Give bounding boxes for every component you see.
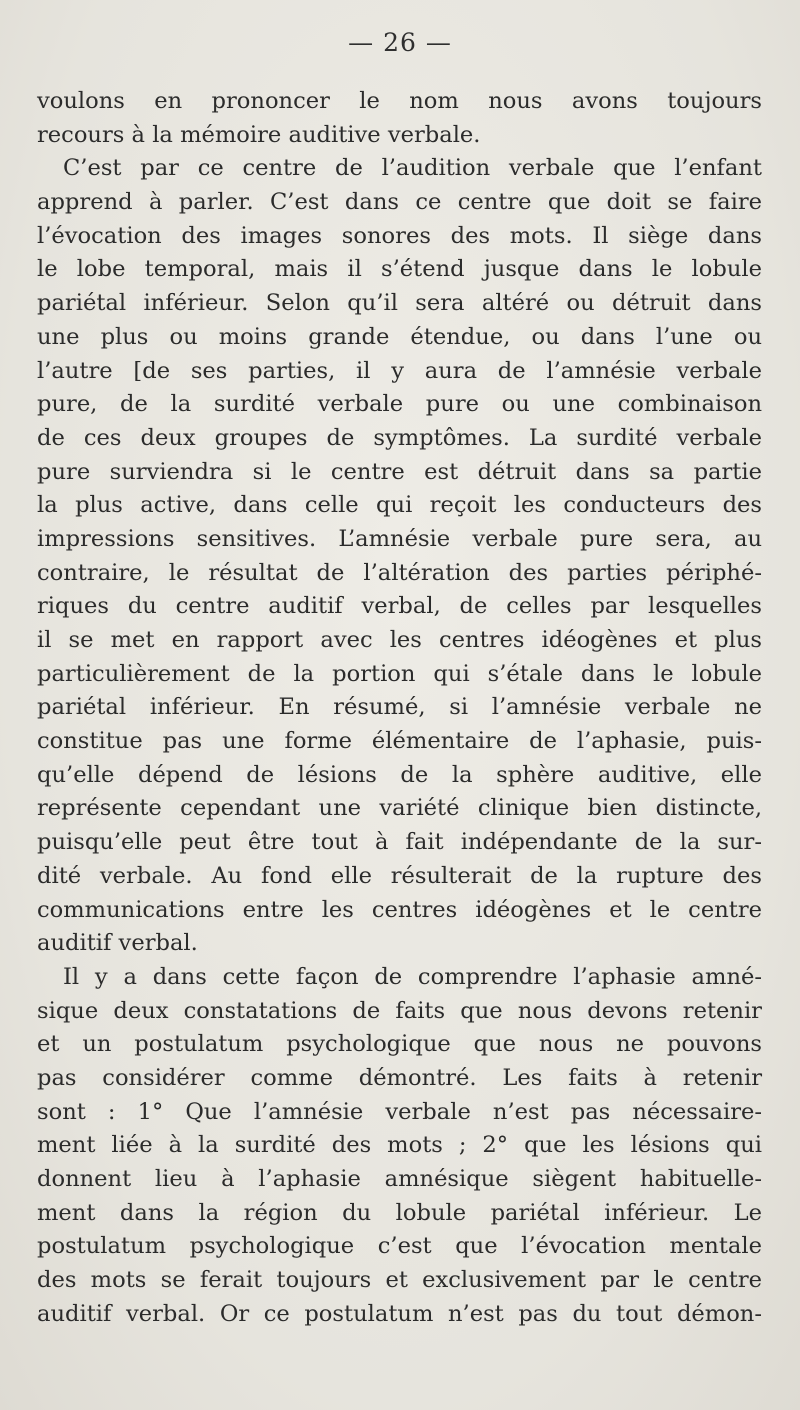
text-line: ment liée à la surdité des mots ; 2° que les lésions qui xyxy=(37,1132,762,1159)
text-line: impressions sensitives. L’amnésie verbale pure sera, au xyxy=(37,525,762,552)
page-number: — 26 — xyxy=(348,28,452,57)
text-line: auditif verbal. xyxy=(37,930,198,957)
text-line: la plus active, dans celle qui reçoit les conducteurs des xyxy=(37,492,762,519)
text-line: particulièrement de la portion qui s’étale dans le lobule xyxy=(37,660,762,687)
text-line: pure, de la surdité verbale pure ou une combinaison xyxy=(37,391,762,418)
text-line: des mots se ferait toujours et exclusivement par le centre xyxy=(37,1267,762,1294)
text-line: il se met en rapport avec les centres idéogènes et plus xyxy=(37,627,762,653)
text-line: une plus ou moins grande étendue, ou dans l’une ou xyxy=(37,323,762,350)
text-line: contraire, le résultat de l’altération des parties périphé- xyxy=(37,559,762,586)
text-line: et un postulatum psychologique que nous ne pouvons xyxy=(37,1031,762,1058)
text-line: donnent lieu à l’aphasie amnésique siègent habituelle- xyxy=(37,1166,762,1192)
text-line: constitue pas une forme élémentaire de l’aphasie, puis- xyxy=(37,728,762,755)
text-line: puisqu’elle peut être tout à fait indépendante de la sur- xyxy=(37,829,762,856)
text-line: représente cependant une variété clinique bien distincte, xyxy=(37,795,762,822)
text-line: l’évocation des images sonores des mots. Il siège dans xyxy=(37,222,762,249)
text-line: Il y a dans cette façon de comprendre l’aphasie amné- xyxy=(63,963,762,990)
text-line: communications entre les centres idéogènes et le centre xyxy=(37,896,762,923)
text-line: pariétal inférieur. Selon qu’il sera altéré ou détruit dans xyxy=(37,290,762,317)
body-text xyxy=(37,85,762,1331)
text-line: voulons en prononcer le nom nous avons toujours xyxy=(37,88,762,114)
text-line: auditif verbal. Or ce postulatum n’est pas du tout démon- xyxy=(37,1300,762,1327)
text-line: pariétal inférieur. En résumé, si l’amnésie verbale ne xyxy=(37,694,762,721)
text-line: l’autre [de ses parties, il y aura de l’amnésie verbale xyxy=(37,357,762,384)
text-line: le lobe temporal, mais il s’étend jusque dans le lobule xyxy=(37,256,762,283)
text-line: pure surviendra si le centre est détruit dans sa partie xyxy=(37,458,762,485)
text-line: ment dans la région du lobule pariétal inférieur. Le xyxy=(37,1199,762,1226)
text-line: sont : 1° Que l’amnésie verbale n’est pas nécessaire- xyxy=(37,1098,762,1125)
text-line: postulatum psychologique c’est que l’évocation mentale xyxy=(37,1233,762,1260)
text-line: apprend à parler. C’est dans ce centre que doit se faire xyxy=(37,189,762,216)
text-line: riques du centre auditif verbal, de celles par lesquelles xyxy=(37,593,762,620)
text-line: dité verbale. Au fond elle résulterait de la rupture des xyxy=(37,862,762,889)
text-line: sique deux constatations de faits que nous devons retenir xyxy=(37,997,762,1024)
text-line: de ces deux groupes de symptômes. La surdité verbale xyxy=(37,424,762,451)
text-line: qu’elle dépend de lésions de la sphère auditive, elle xyxy=(37,761,762,788)
text-line: pas considérer comme démontré. Les faits à retenir xyxy=(37,1064,762,1091)
text-line: C’est par ce centre de l’audition verbale que l’enfant xyxy=(63,155,762,182)
text-line: recours à la mémoire auditive verbale. xyxy=(37,121,481,148)
